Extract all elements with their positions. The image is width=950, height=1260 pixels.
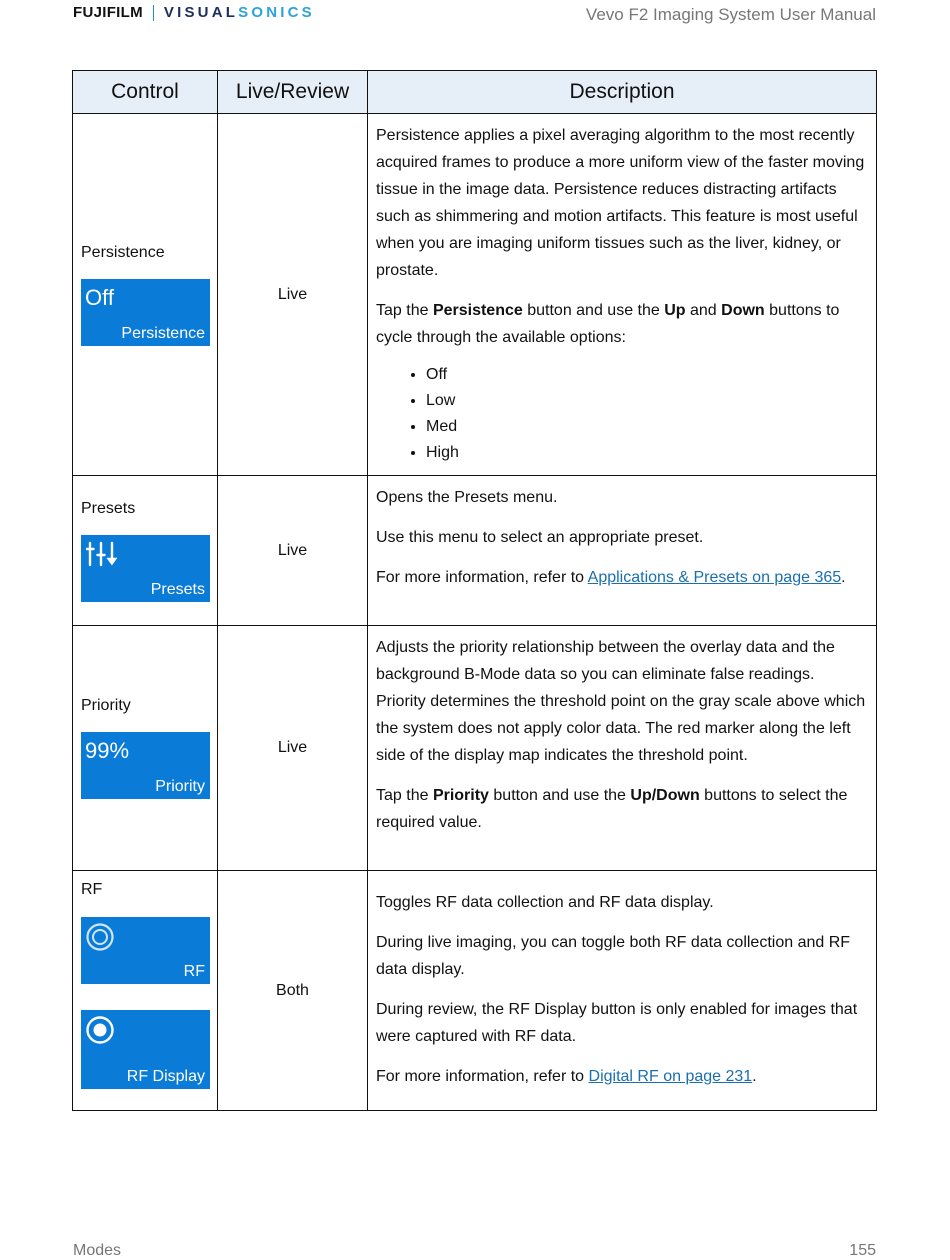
digital-rf-link[interactable]: Digital RF on page 231 <box>588 1068 753 1085</box>
description-paragraph: Toggles RF data collection and RF data display. <box>376 894 714 911</box>
description-paragraph: Use this menu to select an appropriate preset. <box>376 529 704 546</box>
persistence-button-label: Persistence <box>121 324 205 342</box>
mode-cell: Live <box>218 476 368 626</box>
table-row-persistence <box>73 114 877 476</box>
description-paragraph: Opens the Presets menu. <box>376 489 558 506</box>
rf-button-label: RF <box>183 963 205 980</box>
radio-on-icon <box>86 1016 118 1048</box>
description-paragraph: During live imaging, you can toggle both RF data collection and RF data display. <box>376 934 851 978</box>
logo-visualsonics <box>164 4 315 21</box>
logo-sonics: SONICS <box>238 4 315 21</box>
persistence-button[interactable] <box>81 279 210 346</box>
control-label: RF <box>81 881 103 898</box>
column-header-description: Description <box>368 71 877 114</box>
description-paragraph: For more information, refer to Digital RF on page 231. <box>376 1068 757 1085</box>
page-header <box>0 0 950 40</box>
manual-title: Vevo F2 Imaging System User Manual <box>585 5 876 24</box>
logo-visual: VISUAL <box>163 4 239 21</box>
description-paragraph: Adjusts the priority relationship between the overlay data and the background B-Mode data so you can eliminate false readings. Priority determines the threshold point on the gray scale above which the system does not apply color data. The red marker along the left side of the display map indicates the threshold point. <box>376 639 866 764</box>
logo-divider <box>153 5 154 21</box>
table-row-priority <box>73 626 877 871</box>
description-paragraph: Persistence applies a pixel averaging algorithm to the most recently acquired frames to produce a more uniform view of the faster moving tissue in the image data. Persistence reduces distracting artifacts such as shimmering and motion artifacts. This feature is most useful when you are imaging uniform tissues such as the liver, kidney, or prostate. <box>376 127 865 279</box>
description-paragraph: Tap the Priority button and use the Up/Down buttons to select the required value. <box>376 787 848 831</box>
control-cell <box>73 114 218 476</box>
description-paragraph: For more information, refer to Applications & Presets on page 365. <box>376 569 846 586</box>
list-item: • Off <box>426 362 868 388</box>
rf-display-button[interactable] <box>81 1010 210 1089</box>
footer-section: Modes <box>73 1242 122 1259</box>
presets-button-label: Presets <box>150 580 205 598</box>
list-item: • Med <box>426 414 868 440</box>
footer-page-number: 155 <box>849 1242 876 1259</box>
description-cell <box>368 476 877 626</box>
column-header-control: Control <box>73 71 218 114</box>
priority-value: 99% <box>85 738 130 763</box>
logo-fujifilm: FUJIFILM <box>73 4 143 21</box>
column-header-live-review: Live/Review <box>218 71 368 114</box>
control-cell <box>73 476 218 626</box>
rf-button[interactable] <box>81 917 210 984</box>
sliders-icon <box>86 541 118 567</box>
priority-button[interactable] <box>81 732 210 799</box>
applications-presets-link[interactable]: Applications & Presets on page 365 <box>587 569 842 586</box>
mode-cell: Live <box>218 626 368 871</box>
description-cell <box>368 114 877 476</box>
rf-display-button-label: RF Display <box>126 1068 205 1085</box>
control-cell <box>73 626 218 871</box>
priority-button-label: Priority <box>155 778 205 795</box>
fujifilm-visualsonics-logo <box>73 4 315 21</box>
table-row-rf <box>73 871 877 1111</box>
description-paragraph: During review, the RF Display button is only enabled for images that were captured with RF data. <box>376 1001 858 1045</box>
presets-button[interactable] <box>81 535 210 602</box>
description-cell <box>368 871 877 1111</box>
radio-off-icon <box>86 923 118 955</box>
control-label: Priority <box>81 697 131 714</box>
control-label: Presets <box>81 499 136 517</box>
persistence-value: Off <box>85 284 114 310</box>
controls-table <box>72 70 877 1111</box>
list-item: • High <box>426 440 868 466</box>
description-paragraph: Tap the Persistence button and use the Up and Down buttons to cycle through the available options: <box>376 302 840 346</box>
table-header-row <box>73 71 877 114</box>
control-label: Persistence <box>81 243 165 261</box>
list-item: • Low <box>426 388 868 414</box>
mode-cell: Both <box>218 871 368 1111</box>
control-cell <box>73 871 218 1111</box>
description-cell <box>368 626 877 871</box>
mode-cell: Live <box>218 114 368 476</box>
options-list <box>376 362 868 466</box>
table-row-presets <box>73 476 877 626</box>
